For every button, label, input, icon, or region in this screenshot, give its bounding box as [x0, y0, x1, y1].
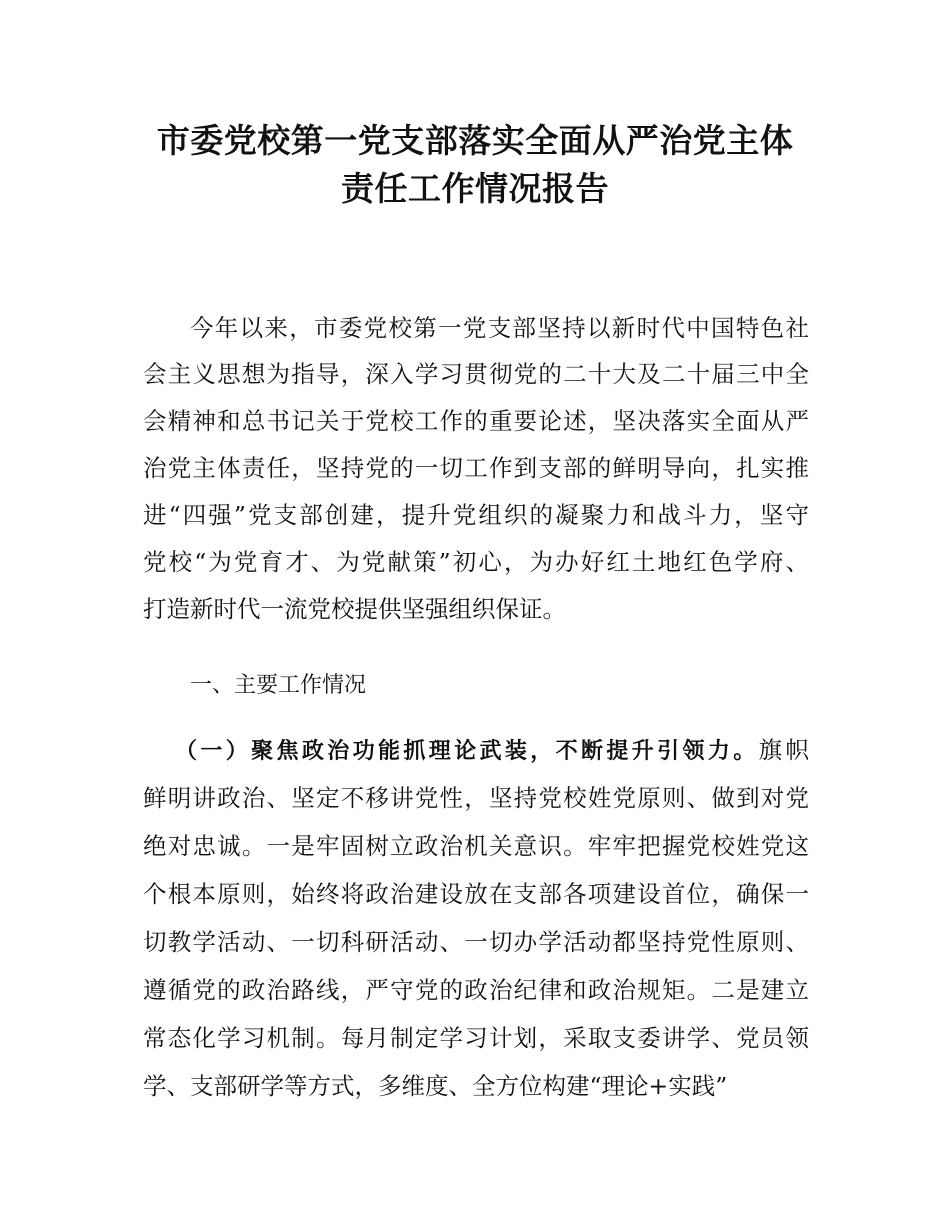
intro-line-1: 今年以来，市委党校第一党支部坚持以新时代中国特色社	[190, 314, 809, 342]
subsection-heading: （一）聚焦政治功能抓理论武装，不断提升引领力。	[175, 739, 759, 764]
body-line-2: 绝对忠诚。一是牢固树立政治机关意识。牢牢把握党校姓党这	[143, 832, 809, 860]
document-title-line-1: 市委党校第一党支部落实全面从严治党主体	[156, 121, 794, 160]
body-line-6: 常态化学习机制。每月制定学习计划，采取支委讲学、党员领	[143, 1024, 809, 1052]
intro-line-5: 进“四强”党支部创建，提升党组织的凝聚力和战斗力，坚守	[143, 501, 809, 529]
body-line-4: 切教学活动、一切科研活动、一切办学活动都坚持党性原则、	[143, 928, 809, 956]
document-title-line-2: 责任工作情况报告	[341, 169, 609, 208]
subsection-first-line	[175, 733, 809, 769]
body-line-5: 遵循党的政治路线，严守党的政治纪律和政治规矩。二是建立	[143, 976, 809, 1004]
intro-line-2: 会主义思想为指导，深入学习贯彻党的二十大及二十届三中全	[143, 360, 809, 388]
body-line-1: 鲜明讲政治、坚定不移讲党性，坚持党校姓党原则、做到对党	[143, 784, 809, 812]
body-line-7: 学、支部研学等方式，多维度、全方位构建“理论+实践”	[143, 1072, 728, 1100]
intro-line-7: 打造新时代一流党校提供坚强组织保证。	[143, 595, 566, 623]
intro-line-6: 党校“为党育才、为党献策”初心，为办好红土地红色学府、	[143, 548, 809, 576]
intro-line-3: 会精神和总书记关于党校工作的重要论述，坚决落实全面从严	[143, 407, 809, 435]
section-heading: 一、主要工作情况	[190, 673, 367, 698]
intro-line-4: 治党主体责任，坚持党的一切工作到支部的鲜明导向，扎实推	[143, 454, 809, 482]
subsection-first-line-tail: 旗帜	[758, 736, 809, 764]
body-line-3: 个根本原则，始终将政治建设放在支部各项建设首位，确保一	[143, 880, 809, 908]
